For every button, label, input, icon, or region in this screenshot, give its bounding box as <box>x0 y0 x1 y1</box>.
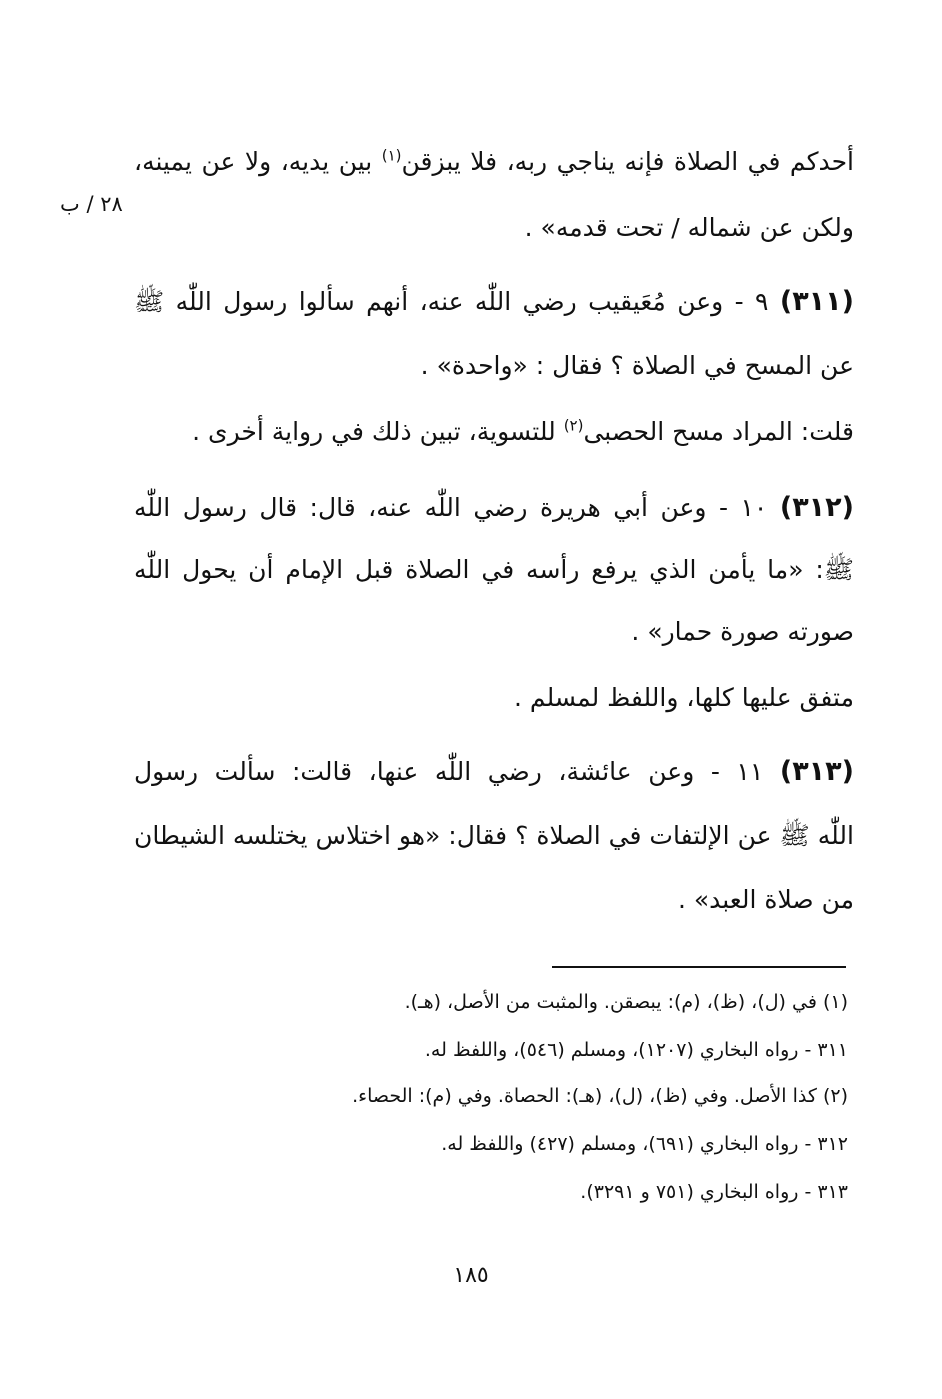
text-segment: بين يديه، ولا عن يمينه، <box>134 147 382 176</box>
hadith-313-line-2 <box>134 816 854 856</box>
text-segment: ١١ - وعن عائشة، رضي اللّٰه عنها، قالت: سألت رسول <box>134 757 780 786</box>
text-segment: أحدكم في الصلاة فإنه يناجي ربه، فلا يبزقن <box>401 147 854 176</box>
author-note-line <box>134 412 854 452</box>
hadith-313-line-3 <box>134 880 854 920</box>
text-segment: ٩ - وعن مُعَيقيب رضي اللّٰه عنه، أنهم سألوا رسول اللّٰه ﷺ <box>134 287 780 316</box>
footnote-312: ٣١٢ - رواه البخاري (٦٩١)، ومسلم (٤٢٧) واللفظ له. <box>441 1133 848 1155</box>
hadith-311-line-2 <box>134 346 854 386</box>
footnote-separator <box>552 966 846 968</box>
text-segment: صورته صورة حمار» . <box>631 617 854 646</box>
text-line-1 <box>134 142 854 182</box>
footnote-313: ٣١٣ - رواه البخاري (٧٥١ و ٣٢٩١). <box>580 1181 848 1203</box>
text-line-2 <box>134 208 854 248</box>
text-segment: عن المسح في الصلاة ؟ فقال : «واحدة» . <box>420 351 854 380</box>
text-segment: ولكن عن شماله / تحت قدمه» . <box>524 213 854 242</box>
text-segment: قلت: المراد مسح الحصبى <box>583 417 854 446</box>
hadith-number-313: (٣١٣) <box>779 756 854 787</box>
hadith-312-line-2 <box>134 550 854 590</box>
footnote-2: (٢) كذا الأصل. وفي (ظ)، (ل)، (هـ): الحصاة. وفي (م): الحصاء. <box>352 1085 848 1107</box>
footnote-marker-1: (١) <box>381 146 402 165</box>
text-segment: متفق عليها كلها، واللفظ لمسلم . <box>514 683 854 712</box>
hadith-312-line-3 <box>134 612 854 652</box>
hadith-number-312: (٣١٢) <box>779 492 854 523</box>
hadith-311-line-1 <box>134 282 854 322</box>
hadith-number-311: (٣١١) <box>779 286 854 317</box>
margin-folio-note: ٢٨ / ب <box>60 192 123 216</box>
hadith-313-line-1 <box>134 752 854 792</box>
text-segment: ﷺ: «ما يأمن الذي يرفع رأسه في الصلاة قبل الإمام أن يحول اللّٰه <box>134 555 854 584</box>
hadith-312-line-1 <box>134 488 854 528</box>
text-segment: اللّٰه ﷺ عن الإلتفات في الصلاة ؟ فقال: «هو اختلاس يختلسه الشيطان <box>134 821 854 850</box>
text-segment: للتسوية، تبين ذلك في رواية أخرى . <box>192 417 564 446</box>
footnote-1: (١) في (ل)، (ظ)، (م): يبصقن. والمثبت من الأصل، (هـ). <box>404 991 848 1013</box>
attribution-line <box>134 678 854 718</box>
footnote-311: ٣١١ - رواه البخاري (١٢٠٧)، ومسلم (٥٤٦)، واللفظ له. <box>424 1039 848 1061</box>
text-segment: ١٠ - وعن أبي هريرة رضي اللّٰه عنه، قال: قال رسول اللّٰه <box>134 493 780 522</box>
footnote-marker-2: (٢) <box>563 416 584 435</box>
text-segment: من صلاة العبد» . <box>677 885 854 914</box>
page-number: ١٨٥ <box>453 1263 489 1288</box>
